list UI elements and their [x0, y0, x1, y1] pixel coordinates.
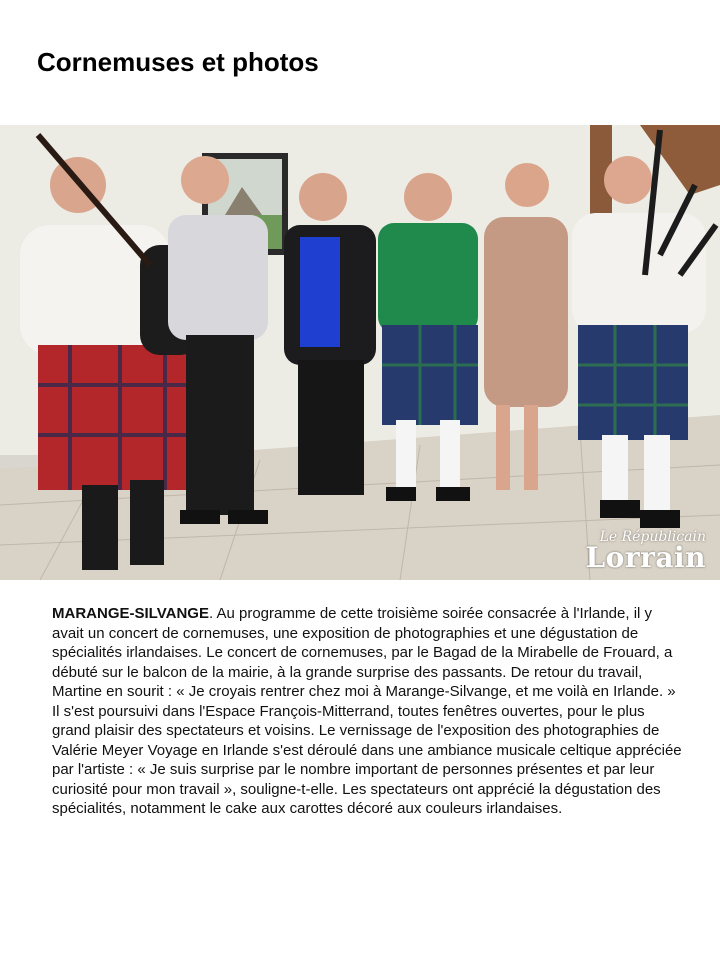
page-title: Cornemuses et photos	[37, 47, 319, 77]
article-dateline: MARANGE-SILVANGE	[52, 605, 209, 622]
newspaper-watermark	[585, 530, 706, 572]
watermark-line2: Lorrain	[585, 541, 706, 574]
article-text: . Au programme de cette troisième soirée consacrée à l'Irlande, il y avait un concert de cornemuses, une exposition de photographies et une dégustation de spécialités irlandaises. Le concert de cornemuses, par le Bagad de la Mirabelle de Frouard, a débuté sur le balcon de la mairie, à la grande surprise des passants. De retour du travail, Martine en sourit : « Je croyais rentrer chez moi à Marange-Silvange, et me voilà en Irlande. » Il s'est poursuivi dans l'Espace François-Mitterrand, toutes fenêtres ouvertes, pour le plus grand plaisir des spectateurs et voisins. Le vernissage de l'exposition des photographies de Valérie Meyer Voyage en Irlande s'est déroulé dans une ambiance musicale celtique appréciée par l'artiste : « Je suis surprise par le nombre important de personnes présentes et par leur curiosité pour mon travail », souligne-t-elle. Les spectateurs ont apprécié la dégustation des spécialités, notamment le cake aux carottes décoré aux couleurs irlandaises.	[52, 605, 682, 817]
photo-illustration	[0, 125, 720, 580]
article-body	[52, 604, 682, 819]
group-photo	[0, 125, 720, 580]
watermark-line1: Le Républicain	[599, 529, 706, 545]
